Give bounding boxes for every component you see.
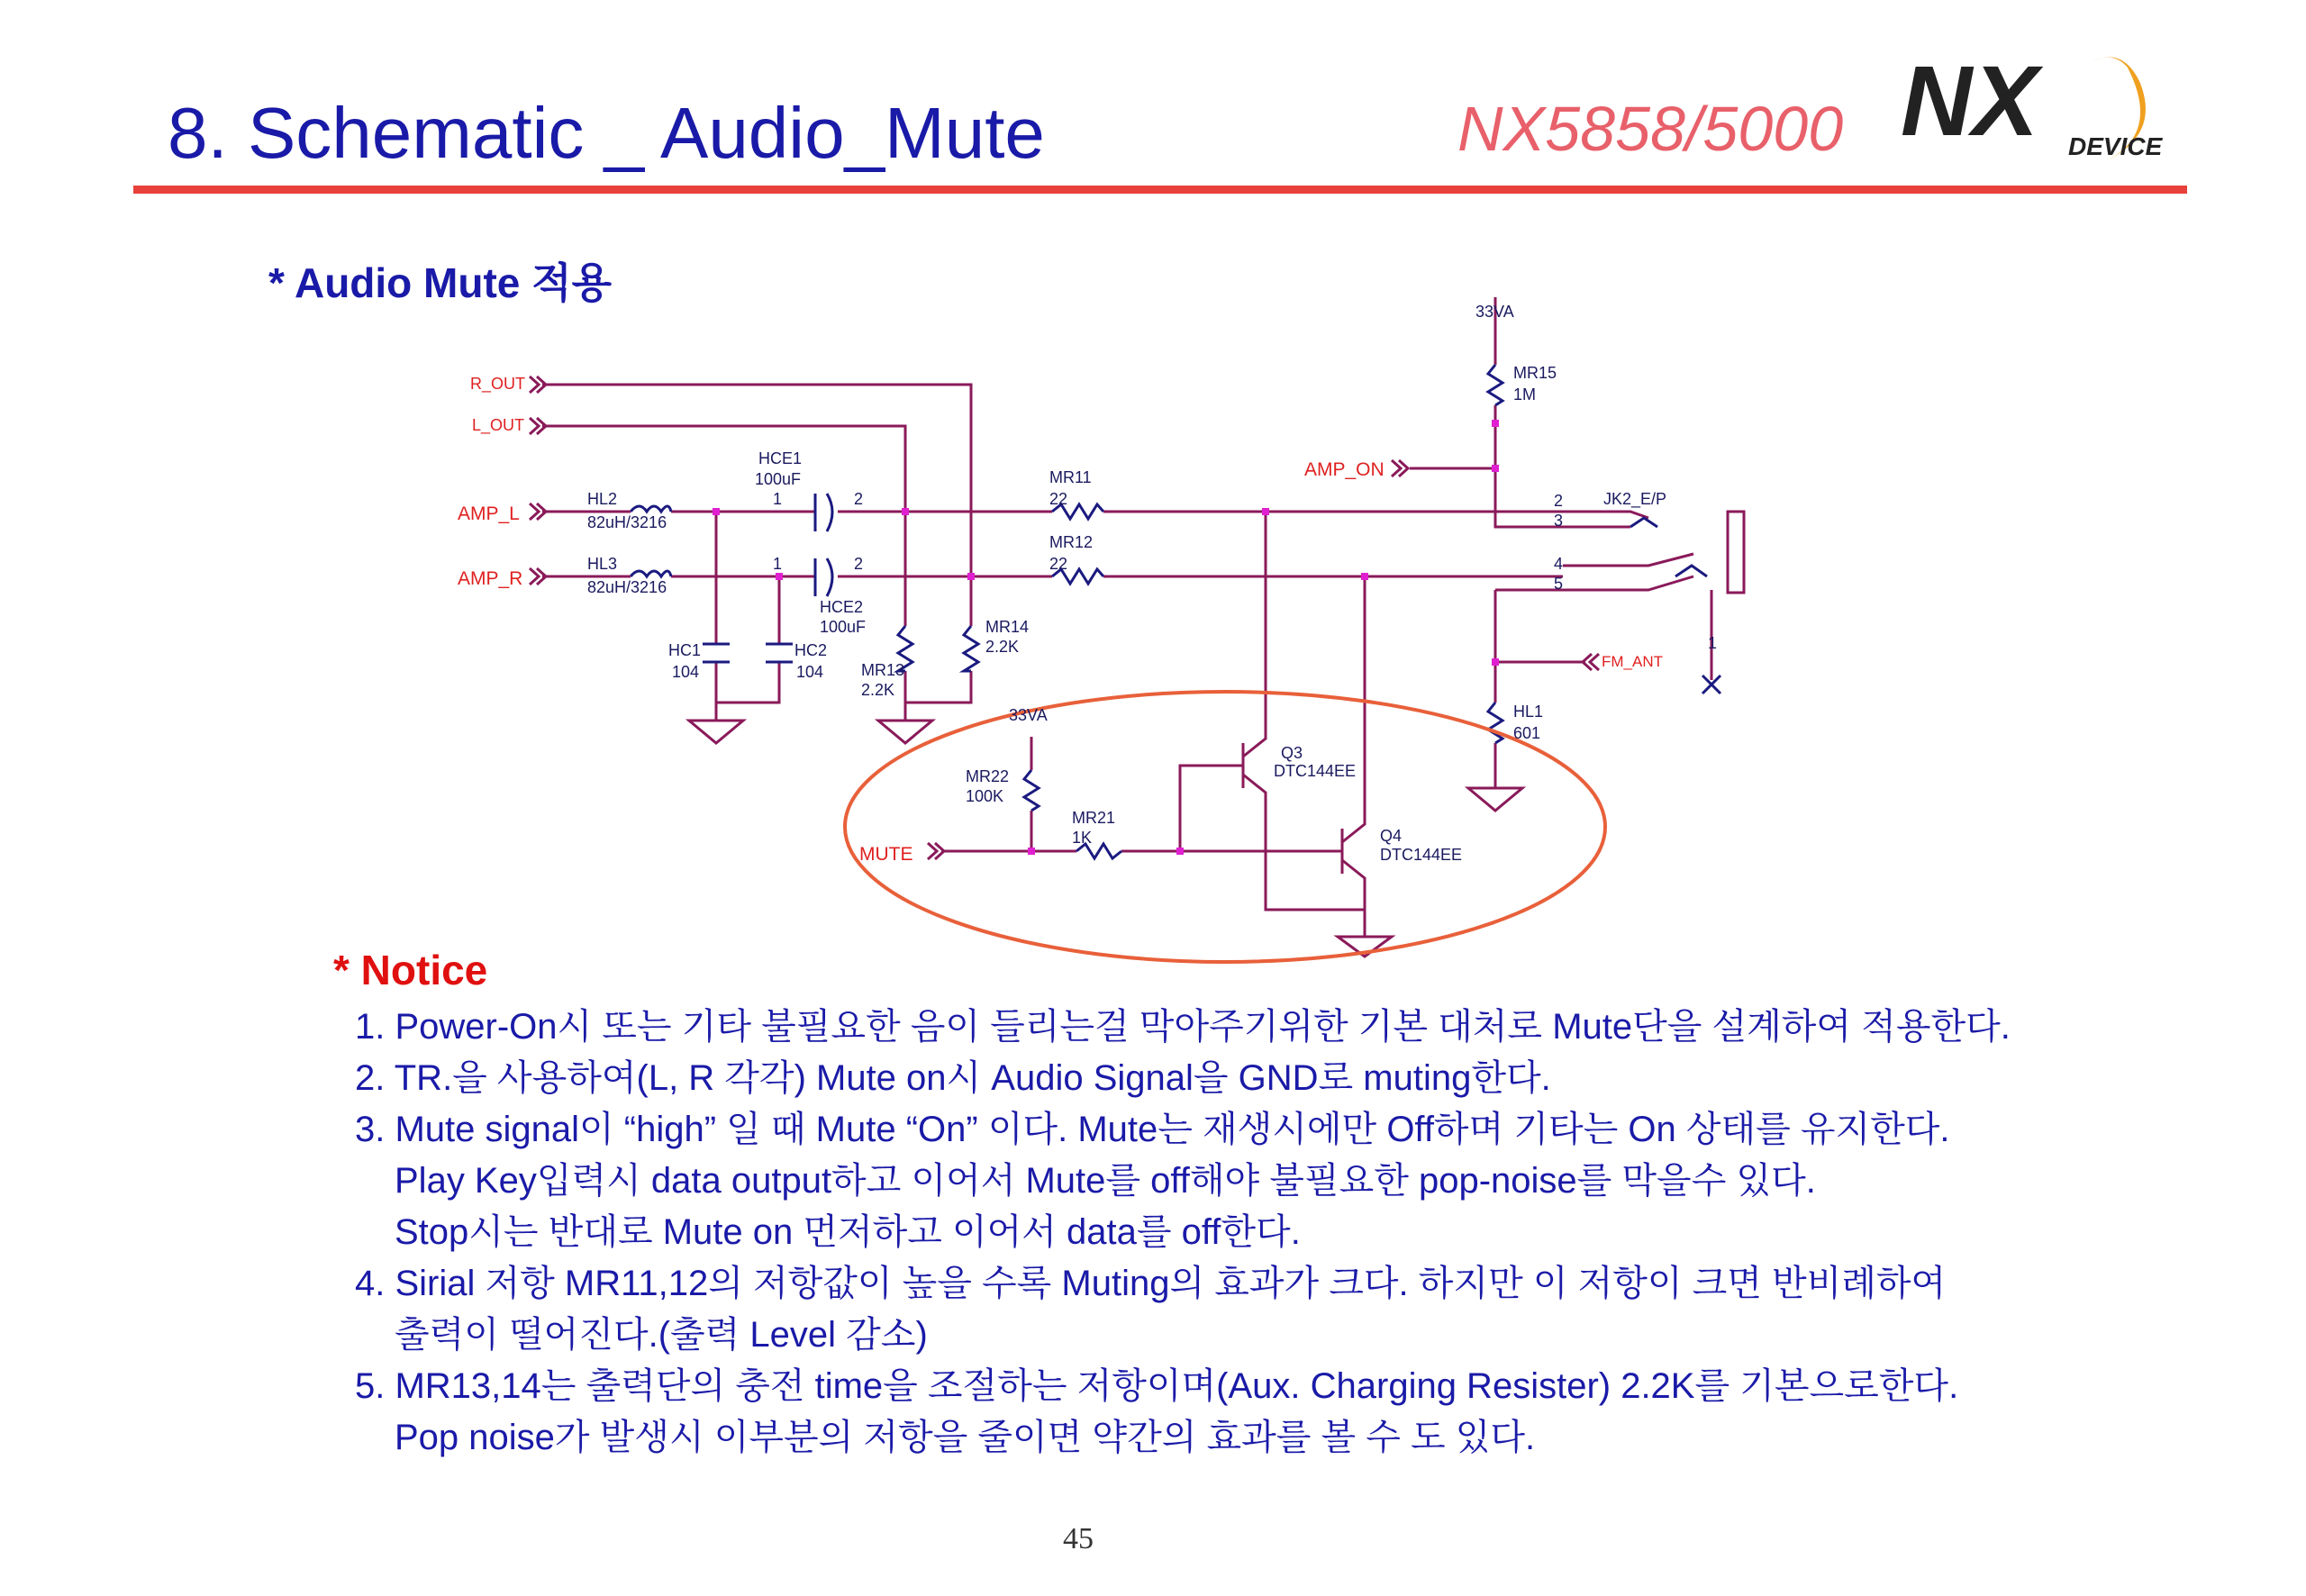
label-supply-33va-top: 33VA [1475,303,1514,321]
label-hce1-val: 100uF [755,470,802,488]
notice-line: Stop시는 반대로 Mute on 먼저하고 이어서 data를 off한다. [395,1212,1301,1252]
label-mr14-ref: MR14 [985,618,1030,636]
page-title: 8. Schematic _ Audio_Mute [168,93,1045,173]
label-mr11-val: 22 [1049,490,1068,508]
label-hce2-ref: HCE2 [820,598,864,616]
notice-line: 1. Power-On시 또는 기타 불필요한 음이 들리는걸 막아주기위한 기본 대처로 Mute단을 설계하여 적용한다. [355,1007,2011,1047]
junction-nodes [713,420,1499,855]
resistor-mr22 [1024,770,1039,811]
label-jack-pin-4: 4 [1554,555,1564,573]
label-hl1-ref: HL1 [1513,703,1544,721]
notice-line: Play Key입력시 data output하고 이어서 Mute를 off해야 불필요한 pop-noise를 막을수 있다. [395,1161,1816,1201]
inductor-hl3 [631,571,671,576]
part-labels [587,303,1717,864]
notice-heading: * Notice [333,947,488,993]
label-jack-pin-3: 3 [1554,512,1564,530]
page-number: 45 [1063,1522,1094,1555]
notice-line: 출력이 떨어진다.(출력 Level 감소) [395,1315,928,1355]
label-pin-2b: 2 [854,555,864,573]
label-mr15-ref: MR15 [1513,364,1557,382]
label-amp-l: AMP_L [458,503,520,524]
label-hc2-val: 104 [796,663,824,681]
label-q3-ref: Q3 [1281,744,1303,762]
label-q4-val: DTC144EE [1380,846,1463,864]
port-arrows [530,376,1599,859]
label-fm-ant: FM_ANT [1602,653,1663,670]
notice-line: 5. MR13,14는 출력단의 충전 time을 조절하는 저항이며(Aux. Charging Resister) 2.2K를 기본으로한다. [355,1366,1959,1406]
label-hl1-val: 601 [1513,724,1541,742]
logo-text: NX [1901,46,2038,157]
capacitor-hc2 [766,644,793,662]
label-mr12-val: 22 [1049,555,1068,573]
label-pin-1a: 1 [773,490,783,508]
resistor-mr15 [1488,365,1503,405]
label-mr12-ref: MR12 [1049,533,1094,551]
label-q4-ref: Q4 [1380,827,1403,845]
label-mr13-ref: MR13 [861,661,905,679]
label-hce2-val: 100uF [820,618,867,636]
notice-line: Pop noise가 발생시 이부분의 저항을 줄이면 약간의 효과를 볼 수 도 있다. [395,1418,1536,1457]
logo-subtext: DEVICE [2068,132,2163,160]
label-r-out: R_OUT [470,375,526,393]
label-jk2-ref: JK2_E/P [1603,490,1667,508]
label-hc2-ref: HC2 [794,641,828,659]
wires [542,297,1744,957]
resistor-mr14 [964,626,978,671]
port-labels [458,375,1663,865]
label-hce1-ref: HCE1 [758,449,803,467]
label-amp-r: AMP_R [458,568,523,589]
label-mr14-val: 2.2K [985,638,1020,656]
label-hc1-val: 104 [672,663,700,681]
label-mr21-ref: MR21 [1072,809,1116,827]
section-subtitle: * Audio Mute 적용 [268,259,613,306]
label-mute: MUTE [859,844,913,865]
resistors [631,365,1503,858]
label-mr21-val: 1K [1072,829,1093,847]
model-number: NX5858/5000 [1457,94,1844,164]
capacitor-hc1 [703,644,730,662]
label-pin-2a: 2 [854,490,864,508]
inductor-hl2 [631,506,671,512]
notice-list [355,1002,2156,1464]
label-jack-pin-5: 5 [1554,575,1564,593]
label-l-out: L_OUT [472,416,525,434]
label-q3-val: DTC144EE [1274,762,1357,780]
label-mr15-val: 1M [1513,385,1537,404]
label-hl3-val: 82uH/3216 [587,578,667,596]
label-jack-pin-1: 1 [1708,634,1718,652]
label-pin-1b: 1 [773,555,783,573]
capacitor-hce2 [815,558,832,596]
label-jack-pin-2: 2 [1554,492,1564,510]
label-mr13-val: 2.2K [861,681,895,699]
label-mr22-ref: MR22 [966,767,1010,785]
label-supply-33va-mute: 33VA [1009,706,1048,724]
label-amp-on: AMP_ON [1304,459,1385,480]
label-hc1-ref: HC1 [668,641,702,659]
capacitor-hce1 [815,494,832,531]
label-hl2-ref: HL2 [587,490,618,508]
notice-line: 2. TR.을 사용하여(L, R 각각) Mute on시 Audio Signal을 GND로 muting한다. [355,1058,1551,1098]
label-hl3-ref: HL3 [587,555,618,573]
notice-line: 4. Sirial 저항 MR11,12의 저항값이 높을 수록 Muting의 효과가 크다. 하지만 이 저항이 크면 반비례하여 [355,1264,1947,1303]
inductor-hl1 [1488,703,1503,743]
label-mr22-val: 100K [966,787,1004,805]
notice-line: 3. Mute signal이 “high” 일 때 Mute “On” 이다. Mute는 재생시에만 Off하며 기타는 On 상태를 유지한다. [355,1110,1950,1149]
label-mr11-ref: MR11 [1049,468,1092,486]
label-hl2-val: 82uH/3216 [587,513,667,531]
